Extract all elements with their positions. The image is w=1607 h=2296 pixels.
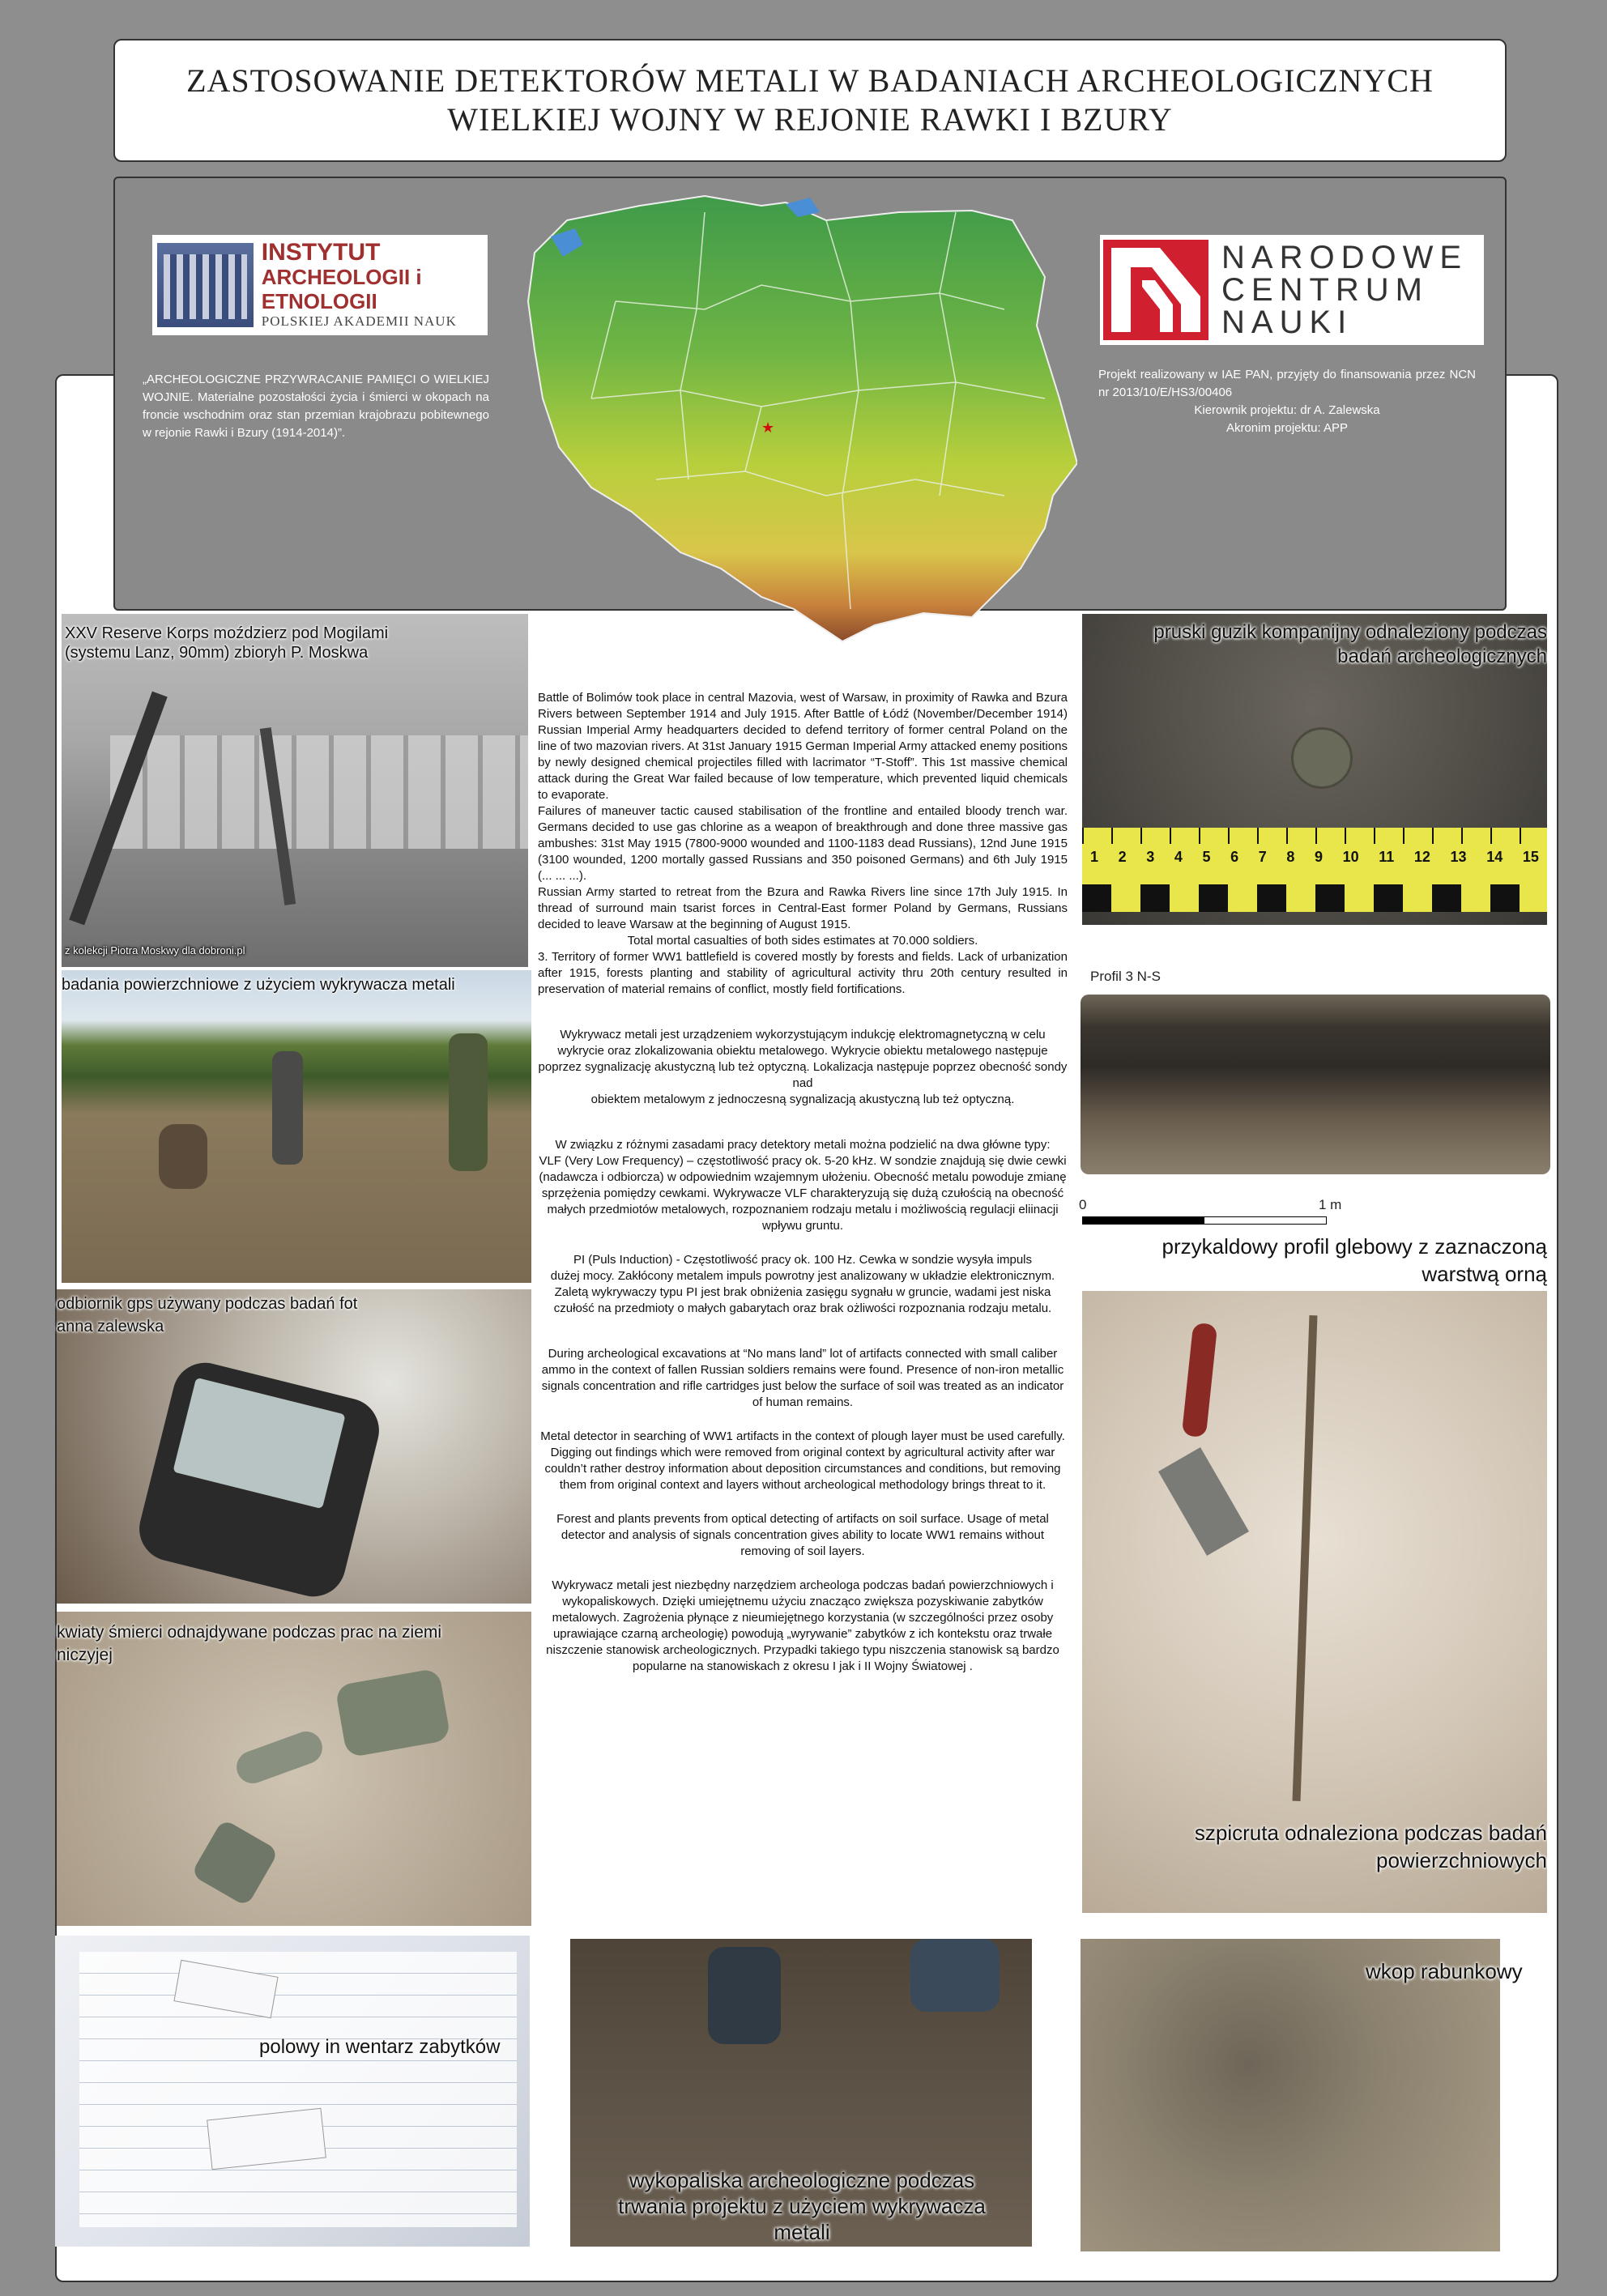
project-title-text: „ARCHEOLOGICZNE PRZYWRACANIE PAMIĘCI O WIELKIEJ WOJNIE. Materialne pozostałości życia i śmierci w okopach na froncie wschodnim oraz stan przemian krajobrazu pobitewnego w rejonie Rawki i Bzury (1914-2014)”. — [143, 373, 489, 440]
text-paragraph-9: PI (Puls Induction) - Częstotliwość pracy ok. 100 Hz. Cewka w sondzie wysyła impuls — [573, 1253, 1033, 1267]
ruler-number: 7 — [1258, 849, 1267, 865]
ruler-number: 1 — [1090, 849, 1099, 865]
ruler-number: 10 — [1342, 849, 1359, 865]
project-info-line-1: Projekt realizowany w IAE PAN, przyjęty do finansowania przez NCN nr 2013/10/E/HS3/00406 — [1098, 368, 1476, 399]
ruler-number: 3 — [1146, 849, 1155, 865]
ncn-mark-icon — [1103, 240, 1208, 340]
text-paragraph-7: W związku z różnymi zasadami pracy detektory metali można podzielić na dwa główne typy: — [555, 1138, 1051, 1152]
project-info-line-2: Kierownik projektu: dr A. Zalewska — [1194, 403, 1380, 417]
ruler-number: 2 — [1118, 849, 1127, 865]
text-paragraph-9b: dużej mocy. Zakłócony metalem impuls powrotny jest analizowany w układzie elektronicznym. Zaletą wykrywaczy typu PI jest brak obniżenia zasięgu sygnału w gruncie, wadami jest niska czułość na przedmioty o małych gabarytach oraz brak ożliwości rozpoznania rodzaju metalu. — [550, 1269, 1055, 1315]
ruler-number: 15 — [1522, 849, 1539, 865]
poster-title — [113, 39, 1507, 162]
photo-robbery — [1081, 1939, 1500, 2251]
ncn-logo-line-2: CENTRUM — [1221, 272, 1429, 308]
text-paragraph-13: Wykrywacz metali jest niezbędny narzędziem archeologa podczas badań powierzchniowych i wykopaliskowych. Dzięki umiejętnemu użyciu znacząco zwiększa pozyskiwanie zabytków metalowych. Zagrożenia płynące z nieumiejętnego korzystania (w szczególności przez osoby uprawiające czarną archeologię) powodują „wyrywanie” zabytków z ich kontekstu oraz trwałe niszczenie stanowisk archeologicznych. Przypadki takiego typu niszczenia stanowisk są bardzo popularne na stanowiskach z okresu I jak i II Wojny Światowej . — [546, 1578, 1059, 1673]
text-paragraph-3: Russian Army started to retreat from the Bzura and Rawka Rivers line since 17th July 1915. In thread of surround main tsarist forces in Central-East former Poland by Germans, Russians decided to leave Warsaw at the beginning of August 1915. — [538, 885, 1068, 931]
text-paragraph-6b: obiektem metalowym z jednoczesną sygnalizacją akustyczną lub też optyczną. — [590, 1093, 1015, 1106]
project-info — [1098, 366, 1476, 437]
caption-inventory: polowy in wentarz zabytków — [259, 2036, 501, 2058]
photo-survey — [62, 970, 531, 1283]
text-paragraph-12: Forest and plants prevents from optical detecting of artifacts on soil surface. Usage of metal detector and analysis of signals concentration gives ability to locate WW1 remains without removing of soil layers. — [556, 1512, 1049, 1558]
scale-ruler — [1082, 828, 1547, 912]
caption-button: pruski guzik kompanijny odnaleziony podczas badań archeologicznych — [1153, 621, 1547, 667]
ruler-number: 8 — [1286, 849, 1295, 865]
ruler-number: 12 — [1413, 849, 1430, 865]
profile-label: Profil 3 N-S — [1090, 969, 1161, 984]
ncn-logo — [1100, 235, 1484, 345]
ruler-number: 14 — [1486, 849, 1503, 865]
ncn-logo-line-1: NARODOWE — [1221, 240, 1468, 275]
caption-whip: szpicruta odnaleziona podczas badań powierzchniowych — [1194, 1821, 1547, 1872]
ruler-number: 4 — [1174, 849, 1183, 865]
poland-map — [518, 188, 1077, 694]
text-paragraph-6: Wykrywacz metali jest urządzeniem wykorzystującym indukcję elektromagnetyczną w celu wykrycie oraz zlokalizowania obiektu metalowego. Wykrycie obiektu metalowego następuje poprzez sygnalizację akustyczną lub też optyczną. Lokalizacja następuje poprzez obecność sondy nad — [538, 1028, 1068, 1090]
building-icon — [157, 243, 254, 327]
iae-logo-line-1: INSTYTUT — [261, 239, 381, 266]
caption-gps: odbiornik gps używany podczas badań fot anna zalewska — [57, 1295, 358, 1335]
iae-logo-line-2: ARCHEOLOGII i ETNOLOGII — [261, 265, 422, 313]
map-marker: ★ — [761, 420, 775, 437]
text-paragraph-4: Total mortal casualties of both sides estimates at 70.000 soldiers. — [627, 934, 978, 948]
caption-profile: przykaldowy profil glebowy z zaznaczoną warstwą orną — [1162, 1234, 1547, 1286]
button-artifact — [1291, 727, 1353, 789]
text-paragraph-10: During archeological excavations at “No mans land” lot of artifacts connected with small caliber ammo in the context of fallen Russian soldiers remains were found. Presence of non-iron metallic signals concentration and rifle cartridges just below the surface of soil was treated as an indicator of human remains. — [541, 1347, 1064, 1409]
poland-shape — [528, 196, 1077, 641]
scale-label-zero: 0 — [1079, 1197, 1087, 1212]
ruler-number: 13 — [1450, 849, 1467, 865]
iae-logo — [152, 235, 488, 335]
caption-survey: badania powierzchniowe z użyciem wykrywacza metali — [62, 976, 455, 994]
caption-flowers: kwiaty śmierci odnajdywane podczas prac na ziemi niczyjej — [57, 1623, 442, 1664]
text-paragraph-8: VLF (Very Low Frequency) – częstotliwość pracy ok. 5-20 kHz. W sondzie znajdują się dwie cewki (nadawcza i odbiorcza) w odpowiednim wzajemnym ułożeniu. Obecność metalu powoduje zmianę sprzężenia pomiędzy cewkami. Wykrywacze VLF charakteryzują się dużą czułością na obecność małych przedmiotów metalowych, rozpoznaniem rodzaju metalu i możliwością regulacji eliinacji wpływu gruntu. — [539, 1154, 1067, 1233]
title-line-1: ZASTOSOWANIE DETEKTORÓW METALI W BADANIACH ARCHEOLOGICZNYCH — [186, 62, 1434, 99]
photo-mortar — [62, 614, 528, 967]
text-paragraph-2: Failures of maneuver tactic caused stabilisation of the frontline and entailed bloody trench war. Germans decided to use gas chlorine as a weapon of breakthrough and done three massive gas ambushes: 31st May 1915 (7800-9000 wounded and 1100-1183 dead Russians), 12nd June 1915 (3100 wounded, 1200 mortally gassed Russians and 350 poisoned Germans) and 6th July 1915 (... ... ...). — [538, 804, 1068, 883]
ncn-logo-line-3: NAUKI — [1221, 305, 1353, 340]
caption-excavation: wykopaliska archeologiczne podczas trwania projektu z użyciem wykrywacza metali — [618, 2168, 986, 2244]
main-text — [538, 690, 1068, 1675]
ruler-number: 11 — [1379, 849, 1395, 865]
ruler-number: 6 — [1230, 849, 1239, 865]
scale-bar — [1082, 1216, 1327, 1225]
caption-mortar-credit: z kolekcji Piotra Moskwy dla dobroni.pl — [65, 944, 245, 956]
text-paragraph-11: Metal detector in searching of WW1 artifacts in the context of plough layer must be used carefully. Digging out findings which were removed from original context by agricultural activity after war couldn’t rather destroy information about deposition circumstances and conditions, but removing them from original context and layers without archeological methodology brings threat to it. — [540, 1429, 1065, 1492]
scale-label-one-meter: 1 m — [1319, 1197, 1342, 1212]
photo-profile — [1081, 995, 1550, 1174]
caption-robbery: wkop rabunkowy — [1366, 1959, 1523, 1983]
title-line-2: WIELKIEJ WOJNY W REJONIE RAWKI I BZURY — [447, 101, 1173, 138]
caption-mortar: XXV Reserve Korps moździerz pod Mogilami (systemu Lanz, 90mm) zbioryh P. Moskwa — [65, 624, 389, 662]
text-paragraph-1: Battle of Bolimów took place in central Mazovia, west of Warsaw, in proximity of Rawka and Bzura Rivers between September 1914 and July 1915. After Battle of Łódź (November/December 1914) Russian Imperial Army headquarters decided to defend territory of former central Poland on the line of two mazovian rivers. At 31st January 1915 German Imperial Army attacked enemy positions by newly designed chemical projectiles filled with lacrimator “T-Stoff”. This 1st massive chemical attack during the Great War failed because of low temperature, which prevented liquid chemicals to evaporate. — [538, 691, 1068, 802]
photo-inventory — [55, 1936, 530, 2247]
iae-logo-line-3: POLSKIEJ AKADEMII NAUK — [261, 313, 457, 329]
project-info-line-3: Akronim projektu: APP — [1225, 421, 1349, 435]
ruler-number: 9 — [1315, 849, 1324, 865]
text-paragraph-5: 3. Territory of former WW1 battlefield is covered mostly by forests and fields. Lack of urbanization after 1915, forests planting and stability of agricultural activity thru 20th century resulted in preservation of material remains of conflict, mostly field fortifications. — [538, 950, 1068, 996]
ruler-number: 5 — [1202, 849, 1211, 865]
